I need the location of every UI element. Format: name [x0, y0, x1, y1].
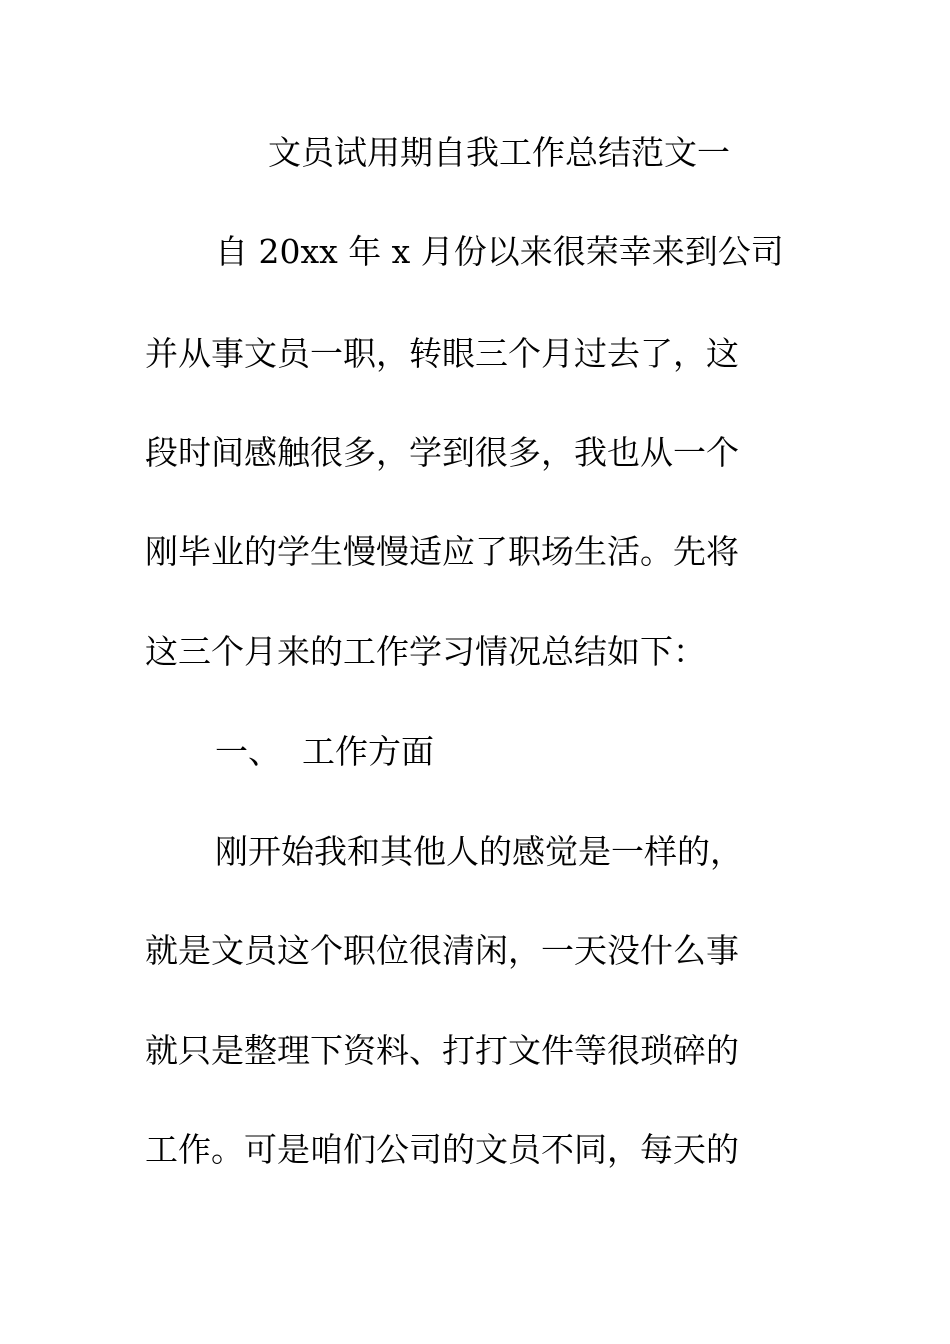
section-number: 一、: [215, 732, 281, 771]
paragraph-line: 并从事文员一职，转眼三个月过去了，这: [145, 334, 739, 373]
section-heading: 工作方面: [302, 732, 434, 771]
paragraph-line: 刚开始我和其他人的感觉是一样的，: [215, 832, 743, 871]
paragraph-line: 就是文员这个职位很清闲，一天没什么事: [145, 931, 739, 970]
paragraph-line: 这三个月来的工作学习情况总结如下：: [145, 632, 706, 671]
paragraph-line: 工作。可是咱们公司的文员不同，每天的: [145, 1130, 739, 1169]
document-title: 文员试用期自我工作总结范文一: [268, 133, 730, 172]
paragraph-line: 刚毕业的学生慢慢适应了职场生活。先将: [145, 532, 739, 571]
paragraph-line: 段时间感触很多，学到很多，我也从一个: [145, 433, 739, 472]
paragraph-line: 自 20xx 年 x 月份以来很荣幸来到公司: [215, 232, 784, 271]
paragraph-line: 就只是整理下资料、打打文件等很琐碎的: [145, 1031, 739, 1070]
